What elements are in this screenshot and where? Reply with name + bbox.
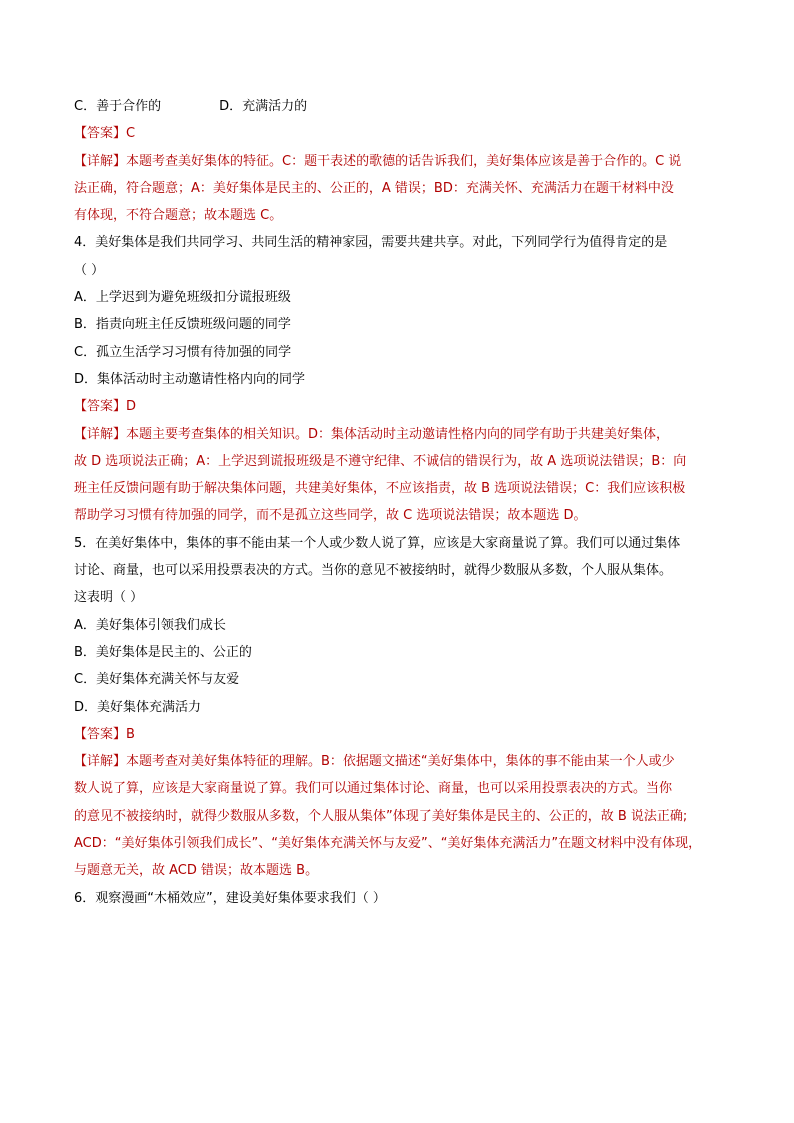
q5-explain-line: ACD：“美好集体引领我们成长”、“美好集体充满关怀与友爱”、“美好集体充满活力”在题文材料中没有体现，	[74, 836, 702, 852]
q4-explain-line: 班主任反馈问题有助于解决集体问题，共建美好集体，不应该指责，故 B 选项说法错误；C：我们应该积极	[74, 481, 686, 497]
q5-stem: 5．在美好集体中，集体的事不能由某一个人或少数人说了算，应该是大家商量说了算。我们可以通过集体	[74, 535, 681, 551]
q4-explain-line: 帮助学习习惯有待加强的同学，而不是孤立这些同学，故 C 选项说法错误；故本题选 D。	[74, 508, 587, 524]
explain-text: 本题考查对美好集体特征的理解。B：依据题文描述“美好集体中，集体的事不能由某一个人或少	[126, 754, 675, 770]
explain-text: 本题考查美好集体的特征。C：题干表述的歌德的话告诉我们，美好集体应该是善于合作的。C 说	[126, 153, 682, 169]
q3-answer	[74, 120, 724, 147]
q5-explain-line: 的意见不被接纳时，就得少数服从多数，个人服从集体”体现了美好集体是民主的、公正的，故 B 说法正确;	[74, 808, 688, 824]
q4-explain-line: 故 D 选项说法正确；A：上学迟到谎报班级是不遵守纪律、不诚信的错误行为，故 A 选项说法错误；B：向	[74, 453, 687, 469]
q4-answer	[74, 393, 724, 420]
answer-value: D	[126, 399, 137, 415]
q3-explain-line	[74, 148, 724, 175]
answer-value: B	[126, 726, 135, 742]
q4-stem: 4．美好集体是我们共同学习、共同生活的精神家园，需要共建共享。对此，下列同学行为值得肯定的是	[74, 235, 668, 251]
q4-option-c: C．孤立生活学习习惯有待加强的同学	[74, 344, 292, 360]
q5-option-d: D．美好集体充满活力	[74, 699, 202, 715]
answer-value: C	[126, 126, 136, 142]
q4-stem: （ ）	[74, 262, 105, 278]
document-page	[74, 93, 724, 912]
answer-label: 【答案】	[74, 399, 127, 415]
q5-explain-line	[74, 748, 724, 775]
q4-option-d: D．集体活动时主动邀请性格内向的同学	[74, 371, 306, 387]
explain-label: 【详解】	[74, 754, 127, 770]
q3-option-c: C．善于合作的	[74, 99, 162, 114]
answer-label: 【答案】	[74, 126, 127, 142]
q4-option-a: A．上学迟到为避免班级扣分谎报班级	[74, 290, 291, 306]
q3-explain-line: 法正确，符合题意；A：美好集体是民主的、公正的，A 错误；BD：充满关怀、充满活力在题干材料中没	[74, 180, 674, 196]
q5-stem: 这表明（ ）	[74, 590, 144, 606]
q4-option-b: B．指责向班主任反馈班级问题的同学	[74, 317, 291, 333]
q3-option-d: D．充满活力的	[219, 99, 308, 114]
q5-explain-line: 与题意无关，故 ACD 错误；故本题选 B。	[74, 863, 319, 879]
q5-option-b: B．美好集体是民主的、公正的	[74, 644, 252, 660]
q5-answer	[74, 721, 724, 748]
q5-option-a: A．美好集体引领我们成长	[74, 617, 226, 633]
explain-label: 【详解】	[74, 153, 127, 169]
q5-explain-line: 数人说了算，应该是大家商量说了算。我们可以通过集体讨论、商量，也可以采用投票表决的方式。当你	[74, 781, 673, 797]
q5-stem: 讨论、商量，也可以采用投票表决的方式。当你的意见不被接纳时，就得少数服从多数，个人服从集体。	[74, 563, 673, 579]
answer-label: 【答案】	[74, 726, 127, 742]
explain-text: 本题主要考查集体的相关知识。D：集体活动时主动邀请性格内向的同学有助于共建美好集体，	[126, 426, 670, 442]
q3-explain-line: 有体现，不符合题意；故本题选 C。	[74, 208, 283, 224]
q5-option-c: C．美好集体充满关怀与友爱	[74, 672, 240, 688]
q3-options-cd	[74, 93, 724, 120]
q6-stem: 6．观察漫画“木桶效应”，建设美好集体要求我们（ ）	[74, 890, 386, 906]
q4-explain-line	[74, 421, 724, 448]
explain-label: 【详解】	[74, 426, 127, 442]
